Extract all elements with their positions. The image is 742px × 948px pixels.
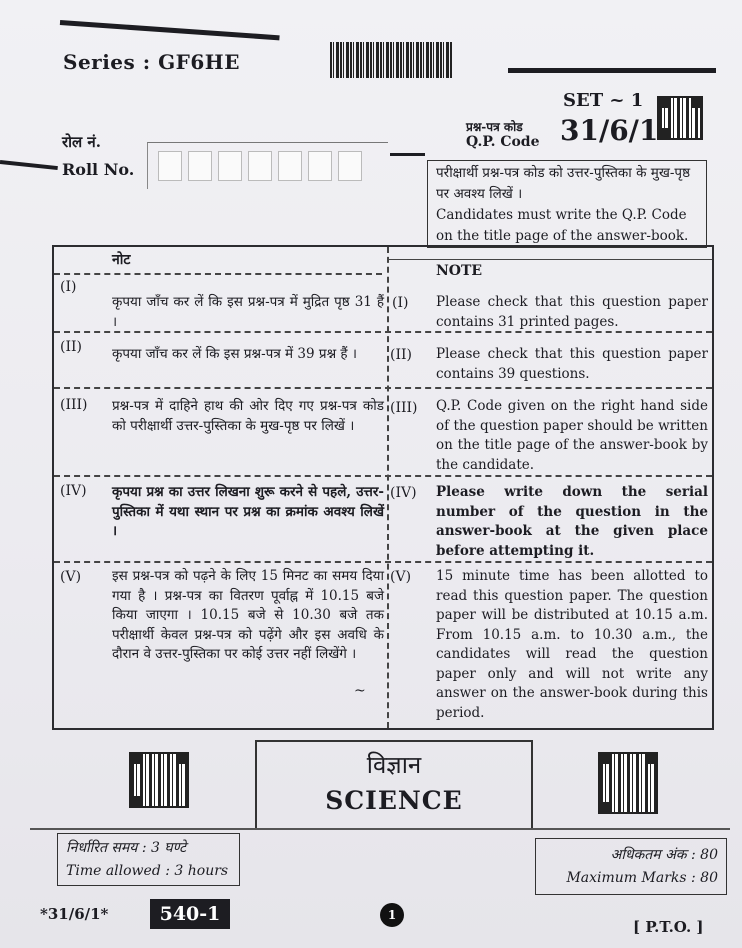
- qr-code-icon: [657, 96, 703, 140]
- note-number-hindi: (IV): [60, 483, 87, 499]
- separator-line: [30, 828, 730, 830]
- note-number-hindi: (III): [60, 397, 88, 413]
- note-text-hindi: कृपया जाँच कर लें कि इस प्रश्न-पत्र में 39 प्रश्न हैं ।: [112, 346, 357, 362]
- top-left-rule: [60, 20, 280, 40]
- note-text-hindi: प्रश्न-पत्र में दाहिने हाथ की ओर दिए गए प्रश्न-पत्र कोड को परीक्षार्थी उत्तर-पुस्तिका के मुख-पृष्ठ पर लिखें ।: [112, 398, 384, 434]
- note-text-english: Please check that this question paper contains 31 printed pages.: [436, 294, 708, 330]
- top-right-rule: [508, 68, 716, 73]
- note-number-english: (II): [390, 347, 412, 363]
- roll-left-rule: [0, 160, 58, 170]
- note-heading-english: NOTE: [436, 263, 483, 279]
- subject-hindi: विज्ञान: [366, 751, 422, 779]
- time-english: Time allowed : 3 hours: [66, 863, 229, 879]
- barcode-icon: [330, 42, 452, 78]
- instruction-english: Candidates must write the Q.P. Code on the title page of the answer-book.: [436, 207, 689, 244]
- roll-label-english: Roll No.: [62, 160, 135, 179]
- maximum-marks-box: [535, 838, 727, 895]
- series-label: Series : GF6HE: [63, 50, 240, 74]
- row-divider: [54, 475, 712, 477]
- qr-code-icon: [129, 752, 189, 808]
- marks-english: Maximum Marks : 80: [566, 870, 718, 886]
- note-text-hindi: कृपया प्रश्न का उत्तर लिखना शुरू करने से पहले, उत्तर-पुस्तिका में यथा स्थान पर प्रश्न का क्रमांक अवश्य लिखें ।: [112, 484, 384, 539]
- note-number-english: (I): [392, 295, 409, 311]
- time-allowed-box: [57, 833, 240, 886]
- note-number-english: (IV): [390, 485, 417, 501]
- tilde-mark: ~: [354, 683, 366, 699]
- qp-code-value: 31/6/1: [560, 114, 659, 147]
- qr-code-icon: [598, 752, 658, 814]
- subject-box: [255, 740, 533, 830]
- note-text-english: Please check that this question paper contains 39 questions.: [436, 346, 708, 382]
- row-divider: [387, 259, 712, 260]
- note-number-hindi: (II): [60, 339, 82, 355]
- subject-english: SCIENCE: [325, 786, 463, 815]
- column-divider: [387, 247, 389, 728]
- footer-code: *31/6/1*: [40, 905, 109, 923]
- qp-code-label-english: Q.P. Code: [466, 134, 540, 150]
- note-number-english: (V): [390, 569, 412, 585]
- note-text-english: Q.P. Code given on the right hand side of the question paper should be written on the title page of the answer-book by the candidate.: [436, 398, 708, 473]
- instruction-hindi: परीक्षार्थी प्रश्न-पत्र कोड को उत्तर-पुस्तिका के मुख-पृष्ठ पर अवश्य लिखें ।: [436, 165, 691, 202]
- qp-code-label-hindi: प्रश्न-पत्र कोड: [466, 120, 523, 134]
- row-divider: [54, 331, 712, 333]
- marks-hindi: अधिकतम अंक : 80: [610, 847, 718, 863]
- note-text-english: Please write down the serial number of the question in the answer-book at the given place before attempting it.: [436, 484, 708, 559]
- note-number-hindi: (V): [60, 569, 82, 585]
- roll-right-rule: [390, 153, 425, 156]
- row-divider: [54, 561, 712, 563]
- roll-number-boxes[interactable]: [147, 142, 388, 189]
- row-divider: [54, 273, 382, 275]
- pto-label: [ P.T.O. ]: [633, 918, 704, 936]
- time-hindi: निर्धारित समय : 3 घण्टे: [66, 840, 187, 856]
- note-number-english: (III): [390, 400, 418, 416]
- note-heading-hindi: नोट: [112, 252, 131, 268]
- roll-label-hindi: रोल नं.: [62, 133, 101, 151]
- paper-number-badge: 540-1: [150, 899, 230, 929]
- row-divider: [54, 387, 712, 389]
- set-label: SET ~ 1: [563, 90, 644, 111]
- note-text-hindi: इस प्रश्न-पत्र को पढ़ने के लिए 15 मिनट का समय दिया गया है । प्रश्न-पत्र का वितरण पूर्वाह्न में 10.15 बजे किया जाएगा । 10.15 बजे से 10.30 बजे तक परीक्षार्थी केवल प्रश्न-पत्र को पढ़ेंगे और इस अवधि के दौरान वे उत्तर-पुस्तिका पर कोई उत्तर नहीं लिखेंगे ।: [112, 568, 384, 662]
- notes-table: [52, 245, 714, 730]
- candidate-instruction-box: [427, 160, 707, 248]
- note-number-hindi: (I): [60, 279, 77, 295]
- page-number: 1: [380, 903, 404, 927]
- note-text-hindi: कृपया जाँच कर लें कि इस प्रश्न-पत्र में मुद्रित पृष्ठ 31 हैं ।: [112, 294, 384, 330]
- note-text-english: 15 minute time has been allotted to read this question paper. The question paper will be distributed at 10.15 a.m. From 10.15 a.m. to 10.30 a.m., the candidates will read the question paper only and will not write any answer on the answer-book during this period.: [436, 568, 708, 721]
